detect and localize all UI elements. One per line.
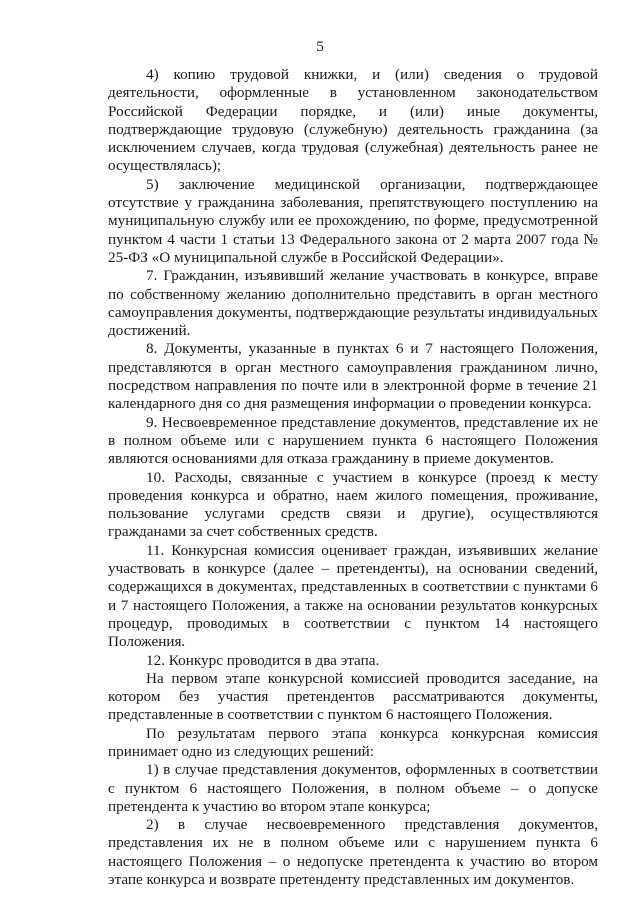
paragraph-first-stage: На первом этапе конкурсной комиссией проводится заседание, на котором без участия претендентов рассматриваются документы, представленные в соответствии с пунктом 6 настоящего Положения. bbox=[108, 669, 598, 724]
paragraph-clause-10: 10. Расходы, связанные с участием в конкурсе (проезд к месту проведения конкурса и обратно, наем жилого помещения, проживание, пользование услугами средств связи и другие), осуществляются гражданами за счет собственных средств. bbox=[108, 468, 598, 541]
paragraph-clause-8: 8. Документы, указанные в пунктах 6 и 7 настоящего Положения, представляются в орган местного самоуправления гражданином лично, посредством направления по почте или в электронной форме в течение 21 календарного дня со дня размещения информации о проведении конкурса. bbox=[108, 340, 598, 413]
paragraph-clause-9: 9. Несвоевременное представление документов, представление их не в полном объеме или с нарушением пункта 6 настоящего Положения являются основаниями для отказа гражданину в приеме документов. bbox=[108, 413, 598, 468]
paragraph-decision-1: 1) в случае представления документов, оформленных в соответствии с пунктом 6 настоящего Положения, в полном объеме – о допуске претендента к участию во втором этапе конкурса; bbox=[108, 761, 598, 815]
page-number: 5 bbox=[316, 38, 324, 55]
document-body bbox=[108, 66, 598, 889]
paragraph-decision-2: 2) в случае несвоевременного представления документов, представления их не в полном объеме или с нарушением пункта 6 настоящего Положения – о недопуске претендента к участию во втором этапе конкурса и возврате претенденту представленных им документов. bbox=[108, 816, 598, 889]
paragraph-clause-12: 12. Конкурс проводится в два этапа. bbox=[146, 651, 380, 669]
paragraph-clause-11: 11. Конкурсная комиссия оценивает граждан, изъявивших желание участвовать в конкурсе (далее – претенденты), на основании сведений, содержащихся в документах, представленных в соответствии с пунктами 6 и 7 настоящего Положения, а также на основании результатов конкурсных процедур, проводимых в соответствии с пунктом 14 настоящего Положения. bbox=[108, 541, 598, 651]
paragraph-first-stage-results: По результатам первого этапа конкурса конкурсная комиссия принимает одно из следующих решений: bbox=[108, 724, 598, 760]
paragraph-clause-7: 7. Гражданин, изъявивший желание участвовать в конкурсе, вправе по собственному желанию дополнительно представить в орган местного самоуправления документы, подтверждающие результаты индивидуальных достижений. bbox=[108, 267, 598, 340]
paragraph-item-5-medical-report: 5) заключение медицинской организации, подтверждающее отсутствие у гражданина заболевания, препятствующего поступлению на муниципальную службу или ее прохождению, по форме, предусмотренной пунктом 4 части 1 статьи 13 Федерального закона от 2 марта 2007 года № 25-ФЗ «О муниципальной службе в Российской Федерации». bbox=[108, 175, 598, 266]
paragraph-item-4-labor-record: 4) копию трудовой книжки, и (или) сведения о трудовой деятельности, оформленные в установленном законодательством Российской Федерации порядке, и (или) иные документы, подтверждающие трудовую (служебную) деятельность гражданина (за исключением случаев, когда трудовая (служебная) деятельность ранее не осуществлялась); bbox=[108, 66, 598, 175]
